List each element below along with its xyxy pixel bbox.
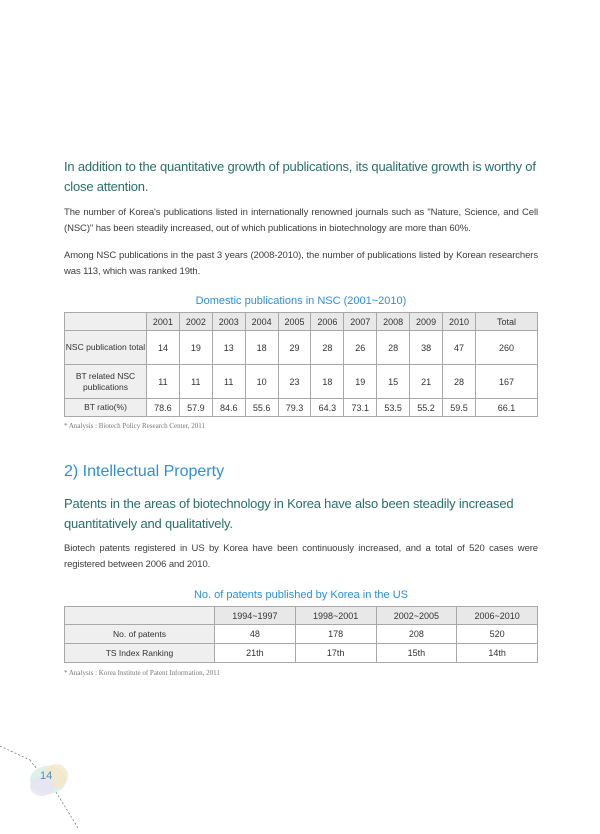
- section-title: 2) Intellectual Property: [64, 463, 225, 480]
- table-cell: 79.3: [278, 399, 311, 417]
- us-patents-table: [64, 606, 538, 663]
- subheading-publications: In addition to the quantitative growth of publications, its qualitative growth is worthy of close attention.: [64, 159, 536, 194]
- table-cell: 55.6: [245, 399, 278, 417]
- period-header: 2002~2005: [376, 607, 457, 625]
- table-header-row: [65, 607, 538, 625]
- table-cell: 66.1: [476, 399, 538, 417]
- row-label: TS Index Ranking: [65, 644, 215, 663]
- table-cell: 14th: [457, 644, 538, 663]
- table-cell: 57.9: [179, 399, 212, 417]
- table-cell: 55.2: [410, 399, 443, 417]
- year-header: 2007: [344, 313, 377, 331]
- paragraph-patents: Biotech patents registered in US by Korea have been continuously increased, and a total of 520 cases were registered between 2006 and 2010.: [64, 543, 538, 570]
- table-cell: 208: [376, 625, 457, 644]
- table-row: [65, 331, 538, 365]
- year-header: 2004: [245, 313, 278, 331]
- row-label: No. of patents: [65, 625, 215, 644]
- total-header: Total: [476, 313, 538, 331]
- table-cell: 21: [410, 365, 443, 399]
- table-cell: 520: [457, 625, 538, 644]
- table-cell: 28: [443, 365, 476, 399]
- table-cell: 29: [278, 331, 311, 365]
- table1-source-note: * Analysis : Biotech Policy Research Center, 2011: [64, 422, 205, 430]
- table-cell: 53.5: [377, 399, 410, 417]
- table-cell: 14: [147, 331, 180, 365]
- table-corner-cell: [65, 607, 215, 625]
- table-row: [65, 399, 538, 417]
- table-cell: 18: [245, 331, 278, 365]
- table-cell: 10: [245, 365, 278, 399]
- year-header: 2001: [147, 313, 180, 331]
- table-cell: 59.5: [443, 399, 476, 417]
- table-cell: 47: [443, 331, 476, 365]
- table1-caption: Domestic publications in NSC (2001~2010): [195, 295, 407, 307]
- year-header: 2008: [377, 313, 410, 331]
- table-cell: 26: [344, 331, 377, 365]
- table-cell: 15: [377, 365, 410, 399]
- paragraph-nsc-ranking: Among NSC publications in the past 3 years (2008-2010), the number of publications listed by Korean researchers was 113, which was ranked 19th.: [64, 250, 538, 277]
- table-cell: 28: [377, 331, 410, 365]
- year-header: 2002: [179, 313, 212, 331]
- table-cell: 21th: [215, 644, 296, 663]
- table-cell: 15th: [376, 644, 457, 663]
- table-cell: 23: [278, 365, 311, 399]
- year-header: 2006: [311, 313, 344, 331]
- year-header: 2009: [410, 313, 443, 331]
- table-row: [65, 365, 538, 399]
- table2-source-note: * Analysis : Korea Institute of Patent Information, 2011: [64, 669, 220, 677]
- table-corner-cell: [65, 313, 147, 331]
- table-cell: 48: [215, 625, 296, 644]
- table-cell: 64.3: [311, 399, 344, 417]
- table-row: [65, 644, 538, 663]
- table-header-row: [65, 313, 538, 331]
- year-header: 2005: [278, 313, 311, 331]
- table-cell: 17th: [295, 644, 376, 663]
- table-cell: 19: [344, 365, 377, 399]
- paragraph-nsc-intro: The number of Korea's publications listed in internationally renowned journals such as "Nature, Science, and Cell (NSC)" has been steadily increased, out of which publications in biotechnology are more than 60%.: [64, 207, 538, 234]
- period-header: 1994~1997: [215, 607, 296, 625]
- table-cell: 260: [476, 331, 538, 365]
- year-header: 2003: [212, 313, 245, 331]
- year-header: 2010: [443, 313, 476, 331]
- subheading-patents: Patents in the areas of biotechnology in Korea have also been steadily increased quantitatively and qualitatively.: [64, 496, 514, 531]
- table-cell: 28: [311, 331, 344, 365]
- period-header: 2006~2010: [457, 607, 538, 625]
- row-label: NSC publication total: [65, 331, 147, 365]
- page-number: 14: [40, 770, 53, 782]
- table-cell: 13: [212, 331, 245, 365]
- table-row: [65, 625, 538, 644]
- table-cell: 19: [179, 331, 212, 365]
- table-cell: 18: [311, 365, 344, 399]
- decorative-corner-graphic: [0, 744, 120, 834]
- table-cell: 78.6: [147, 399, 180, 417]
- row-label: BT related NSC publications: [65, 365, 147, 399]
- table-cell: 38: [410, 331, 443, 365]
- table-cell: 11: [147, 365, 180, 399]
- table-cell: 11: [212, 365, 245, 399]
- table2-caption: No. of patents published by Korea in the US: [193, 589, 409, 601]
- nsc-publications-table: [64, 312, 538, 417]
- table-cell: 167: [476, 365, 538, 399]
- row-label: BT ratio(%): [65, 399, 147, 417]
- period-header: 1998~2001: [295, 607, 376, 625]
- table-cell: 178: [295, 625, 376, 644]
- table-cell: 84.6: [212, 399, 245, 417]
- table-cell: 11: [179, 365, 212, 399]
- table-cell: 73.1: [344, 399, 377, 417]
